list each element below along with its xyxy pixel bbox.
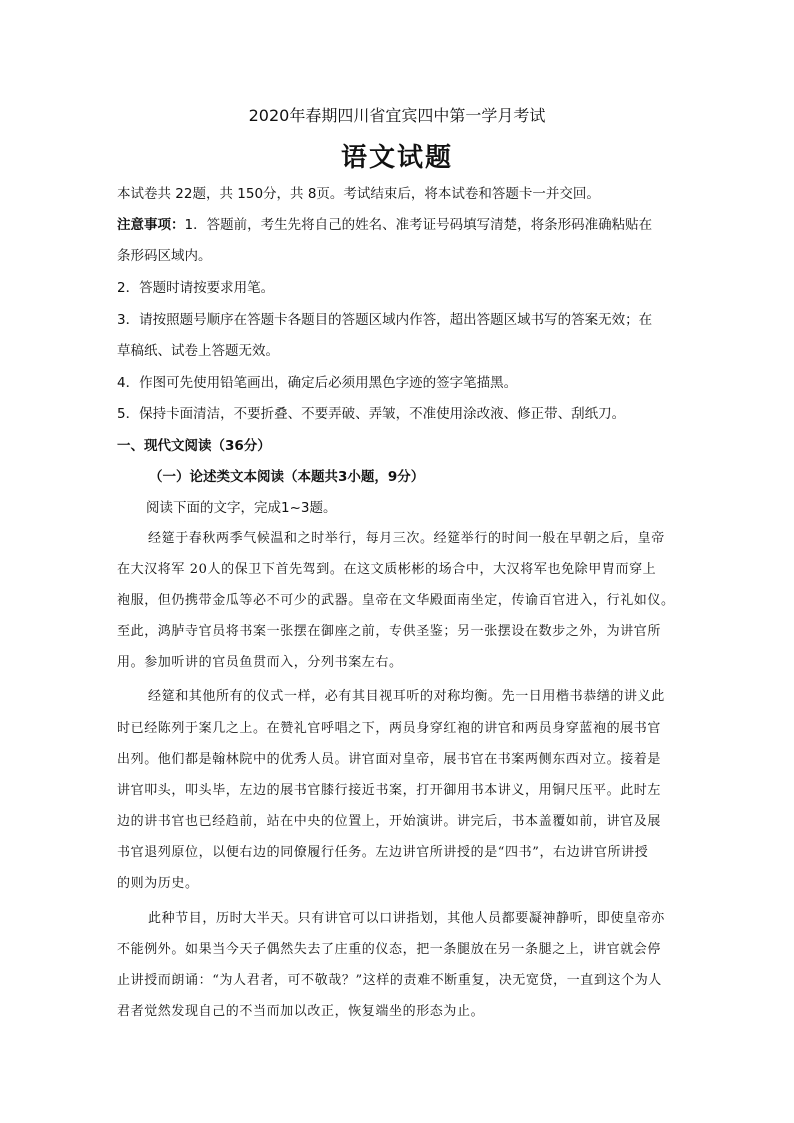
notice-item-3-cont: 草稿纸、试卷上答题无效。 <box>117 343 279 359</box>
notice-item-3: 3．请按照题号顺序在答题卡各题目的答题区域内作答，超出答题区域书写的答案无效；在 <box>117 312 653 328</box>
passage-line: 用。参加听讲的官员鱼贯而入，分列书案左右。 <box>117 655 403 670</box>
passage-line: 袍服，但仍携带金瓜等必不可少的武器。皇帝在文华殿面南坐定，传谕百官进入，行礼如仪。 <box>117 593 675 608</box>
reading-directive: 阅读下面的文字，完成1~3题。 <box>146 500 337 516</box>
notice-label: 注意事项： <box>117 217 185 233</box>
exam-title: 2020年春期四川省宜宾四中第一学月考试 <box>248 106 546 125</box>
section-heading: 一、现代文阅读（36分） <box>117 438 271 454</box>
passage-line: 时已经陈列于案几之上。在赞礼官呼唱之下，两员身穿红袍的讲官和两员身穿蓝袍的展书官 <box>117 721 662 736</box>
notice-item-5: 5．保持卡面清洁，不要折叠、不要弄破、弄皱，不准使用涂改液、修正带、刮纸刀。 <box>117 406 626 422</box>
passage-line: 经筵于春秋两季气候温和之时举行，每月三次。经筵举行的时间一般在早朝之后，皇帝 <box>148 531 665 546</box>
passage-line: 出列。他们都是翰林院中的优秀人员。讲官面对皇帝，展书官在书案两侧东西对立。接着是 <box>117 752 662 767</box>
passage-line: 在大汉将军 20人的保卫下首先驾到。在这文质彬彬的场合中，大汉将军也免除甲胄而穿上 <box>117 562 657 577</box>
notice-item-4: 4．作图可先使用铅笔画出，确定后必须用黑色字迹的签字笔描黑。 <box>117 375 518 391</box>
notice-item-1 <box>117 214 679 236</box>
passage-line: 君者觉然发现自己的不当而加以改正，恢复端坐的形态为止。 <box>117 1004 485 1019</box>
passage-line: 至此，鸿胪寺官员将书案一张摆在御座之前，专供圣鉴；另一张摆设在数步之外，为讲官所 <box>117 624 662 639</box>
passage-line: 的则为历史。 <box>117 876 199 891</box>
notice-item-1-cont: 条形码区域内。 <box>117 248 212 264</box>
notice-item-2: 2．答题时请按要求用笔。 <box>117 280 275 296</box>
passage-line: 止讲授而朗诵：“为人君者，可不敬哉？”这样的责难不断重复，决无宽贷，一直到这个为人 <box>117 973 662 988</box>
subject-title: 语文试题 <box>340 143 453 173</box>
passage-line: 边的讲书官也已经趋前，站在中央的位置上，开始演讲。讲完后，书本盖覆如前，讲官及展 <box>117 814 662 829</box>
notice-1-text: 1．答题前，考生先将自己的姓名、准考证号码填写清楚，将条形码准确粘贴在 <box>184 217 653 233</box>
passage-line: 经筵和其他所有的仪式一样，必有其目视耳听的对称均衡。先一日用楷书恭缮的讲义此 <box>148 689 665 704</box>
passage-line: 讲官叩头，叩头毕，左边的展书官膝行接近书案，打开御用书本讲义，用铜尺压平。此时左 <box>117 783 662 798</box>
passage-line: 不能例外。如果当今天子偶然失去了庄重的仪态，把一条腿放在另一条腿之上，讲官就会停 <box>117 942 662 957</box>
passage-line: 此种节目，历时大半天。只有讲官可以口讲指划，其他人员都要凝神静听，即使皇帝亦 <box>148 911 665 926</box>
exam-summary: 本试卷共 22题，共 150分，共 8页。考试结束后，将本试卷和答题卡一并交回。 <box>117 186 600 202</box>
section-subheading: （一）论述类文本阅读（本题共3小题，9分） <box>149 469 425 485</box>
passage-line: 书官退列原位，以便右边的同僚履行任务。左边讲官所讲授的是“四书”，右边讲官所讲授 <box>117 845 649 860</box>
